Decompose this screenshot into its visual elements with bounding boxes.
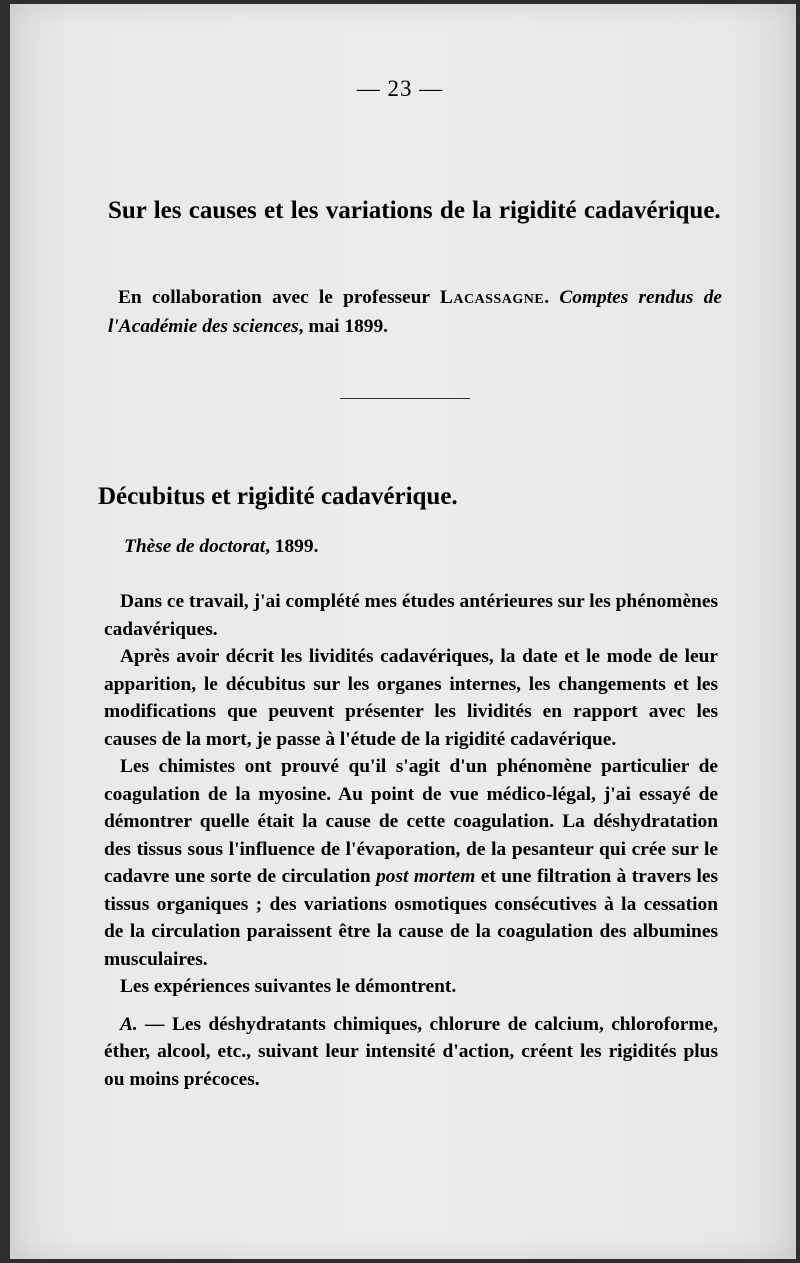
- paragraph-4: Les expériences suivantes le démontrent.: [120, 976, 457, 997]
- paragraph-3-italic: post mortem: [376, 866, 476, 887]
- paragraph-1: Dans ce travail, j'ai complété mes études antérieures sur les phénomènes cadavériques.: [104, 591, 718, 640]
- paragraph-5-text: Les déshydratants chimiques, chlorure de calcium, chloroforme, éther, alcool, etc., suivant leur intensité d'action, créent les rigidités plus ou moins précoces.: [104, 1013, 718, 1090]
- journal-name: Comptes rendus de l'Académie des sciences: [108, 287, 722, 337]
- citation-prefix: En collaboration avec le professeur: [118, 287, 440, 308]
- section1-citation: [108, 283, 722, 341]
- author-name: Lacassagne: [439, 287, 545, 308]
- paragraph-3-part-a: Les chimistes ont prouvé qu'il s'agit d'un phénomène particulier de coagulation de la myosine. Au point de vue médico-légal, j'ai essayé de démontrer quelle était la cause de cette coagulation. La déshydratation des tissus sous l'influence de l'évaporation, de la pesanteur qui crée sur le cadavre une sorte de circulation: [104, 756, 718, 887]
- citation-date: , mai 1899.: [298, 316, 389, 337]
- thesis-year: , 1899.: [265, 536, 319, 557]
- thesis-line: [124, 533, 624, 561]
- main-body: [104, 588, 718, 1093]
- paragraph-5: [104, 1011, 718, 1094]
- thesis-label: Thèse de doctorat: [124, 536, 266, 557]
- paragraph-2: Après avoir décrit les lividités cadavériques, la date et le mode de leur apparition, le décubitus sur les organes internes, les changements et les modifications que peuvent présenter les lividités en rapport avec les causes de la mort, je passe à l'étude de la rigidité cadavérique.: [104, 646, 718, 750]
- paragraph-5-label: A. —: [120, 1013, 165, 1035]
- section-title-decubitus: Décubitus et rigidité cadavérique.: [98, 483, 458, 510]
- citation-sep: .: [544, 287, 560, 308]
- section-divider: [340, 398, 470, 399]
- paragraph-3: [104, 753, 718, 973]
- section-title-causes-rigidite: Sur les causes et les variations de la rigidité cadavérique.: [108, 197, 721, 224]
- page-number: — 23 —: [356, 76, 444, 101]
- paragraph-3-part-b: et une filtration à travers les tissus organiques ; des variations osmotiques consécutives à la cessation de la circulation paraissent être la cause de la coagulation des albumines musculaires.: [104, 866, 718, 970]
